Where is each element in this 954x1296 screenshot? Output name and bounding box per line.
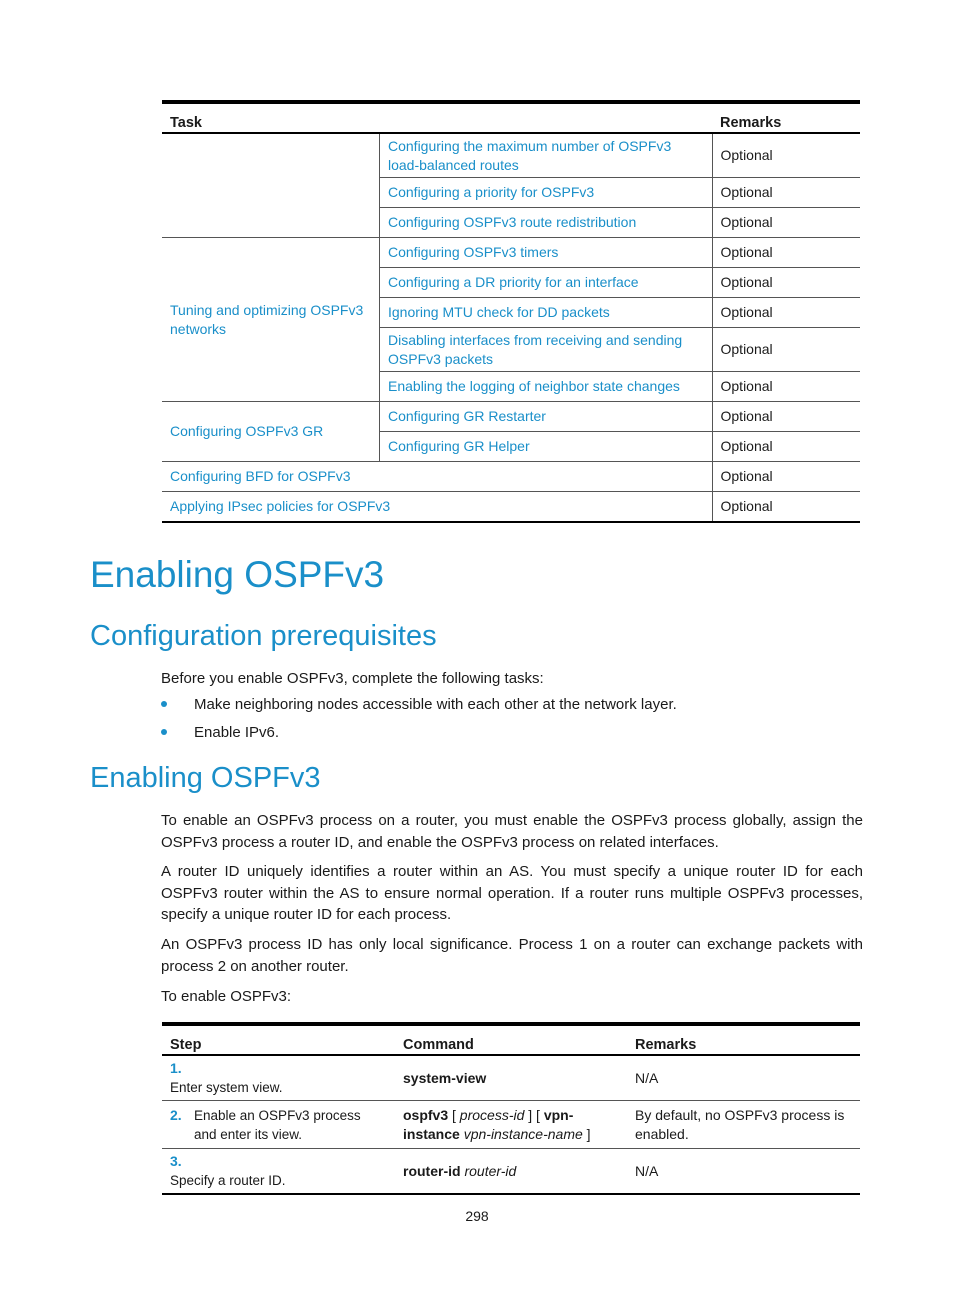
subtask-link[interactable]: Configuring GR Restarter <box>380 402 713 432</box>
task-table-header <box>162 102 860 133</box>
subtask-link[interactable]: Disabling interfaces from receiving and sending OSPFv3 packets <box>380 328 713 372</box>
remarks-cell: N/A <box>635 1069 659 1086</box>
remarks-cell: Optional <box>712 133 860 178</box>
command-cell: router-id router-id <box>395 1149 627 1195</box>
paragraph: To enable an OSPFv3 process on a router, you must enable the OSPFv3 process globally, assign the OSPFv3 process a router ID, and enable the OSPFv3 process on related interfaces. <box>161 812 863 851</box>
list-item: Enable IPv6. <box>161 723 279 743</box>
remarks-cell: Optional <box>712 208 860 238</box>
remarks-cell: Optional <box>712 432 860 462</box>
task-cell <box>162 133 380 238</box>
subtask-link[interactable]: Configuring GR Helper <box>380 432 713 462</box>
list-item: Make neighboring nodes accessible with each other at the network layer. <box>161 695 677 715</box>
step-cell <box>162 1101 395 1149</box>
table-row <box>162 238 860 268</box>
table-row <box>162 1149 860 1195</box>
task-link[interactable]: Applying IPsec policies for OSPFv3 <box>162 492 712 523</box>
step-header: Step <box>162 1024 395 1055</box>
bullet-icon <box>161 701 167 707</box>
section-heading-prerequisites: Configuration prerequisites <box>90 620 437 652</box>
remarks-header: Remarks <box>712 102 860 133</box>
subtask-link[interactable]: Configuring OSPFv3 route redistribution <box>380 208 713 238</box>
remarks-cell: Optional <box>712 462 860 492</box>
command-cell: ospfv3 [ process-id ] [ vpn-instance vpn-instance-name ] <box>395 1101 627 1149</box>
page-number: 298 <box>465 1208 489 1224</box>
prereq-intro: Before you enable OSPFv3, complete the following tasks: <box>161 670 544 687</box>
step-number: 2. <box>170 1106 182 1123</box>
task-table <box>162 100 860 523</box>
task-link[interactable]: Configuring OSPFv3 GR <box>162 402 380 462</box>
remarks-cell: Optional <box>712 268 860 298</box>
command-header: Command <box>395 1024 627 1055</box>
table-row <box>162 402 860 432</box>
subtask-link[interactable]: Configuring the maximum number of OSPFv3 load-balanced routes <box>380 133 713 178</box>
command-cell: system-view <box>403 1069 487 1086</box>
remarks-cell: Optional <box>712 328 860 372</box>
step-table-header <box>162 1024 860 1055</box>
task-header: Task <box>162 102 712 133</box>
subtask-link[interactable]: Configuring OSPFv3 timers <box>380 238 713 268</box>
step-cell <box>162 1149 395 1195</box>
remarks-cell: Optional <box>712 402 860 432</box>
remarks-cell: Optional <box>712 178 860 208</box>
paragraph: To enable OSPFv3: <box>161 988 292 1005</box>
task-link[interactable]: Configuring BFD for OSPFv3 <box>162 462 712 492</box>
remarks-cell: Optional <box>712 238 860 268</box>
subtask-link[interactable]: Configuring a DR priority for an interface <box>380 268 713 298</box>
task-link[interactable]: Tuning and optimizing OSPFv3 networks <box>162 238 380 402</box>
remarks-cell: Optional <box>712 492 860 523</box>
bullet-icon <box>161 729 167 735</box>
step-number: 3. <box>170 1153 182 1169</box>
step-description: Enable an OSPFv3 process and enter its view. <box>194 1107 361 1142</box>
subtask-link[interactable]: Ignoring MTU check for DD packets <box>380 298 713 328</box>
table-row <box>162 462 860 492</box>
step-cell <box>162 1055 395 1101</box>
table-row <box>162 1101 860 1149</box>
step-number: 1. <box>170 1060 182 1076</box>
remarks-header: Remarks <box>627 1024 860 1055</box>
table-row <box>162 492 860 523</box>
subtask-link[interactable]: Enabling the logging of neighbor state changes <box>380 372 713 402</box>
table-row <box>162 1055 860 1101</box>
subtask-link[interactable]: Configuring a priority for OSPFv3 <box>380 178 713 208</box>
main-heading: Enabling OSPFv3 <box>90 554 385 595</box>
paragraph: A router ID uniquely identifies a router within an AS. You must specify a unique router ID for each OSPFv3 router within the AS to ensure normal operation. If a router runs multiple OSPFv3 processes, specify a unique router ID for each process. <box>161 863 863 923</box>
remarks-cell: N/A <box>627 1149 860 1195</box>
remarks-cell: Optional <box>712 372 860 402</box>
section-heading-enabling: Enabling OSPFv3 <box>90 762 321 794</box>
remarks-cell: Optional <box>712 298 860 328</box>
step-table <box>162 1022 860 1195</box>
step-description: Specify a router ID. <box>170 1173 286 1188</box>
paragraph: An OSPFv3 process ID has only local significance. Process 1 on a router can exchange packets with process 2 on another router. <box>161 936 863 975</box>
table-row <box>162 133 860 178</box>
step-description: Enter system view. <box>170 1080 283 1095</box>
remarks-cell: By default, no OSPFv3 process is enabled. <box>627 1101 860 1149</box>
